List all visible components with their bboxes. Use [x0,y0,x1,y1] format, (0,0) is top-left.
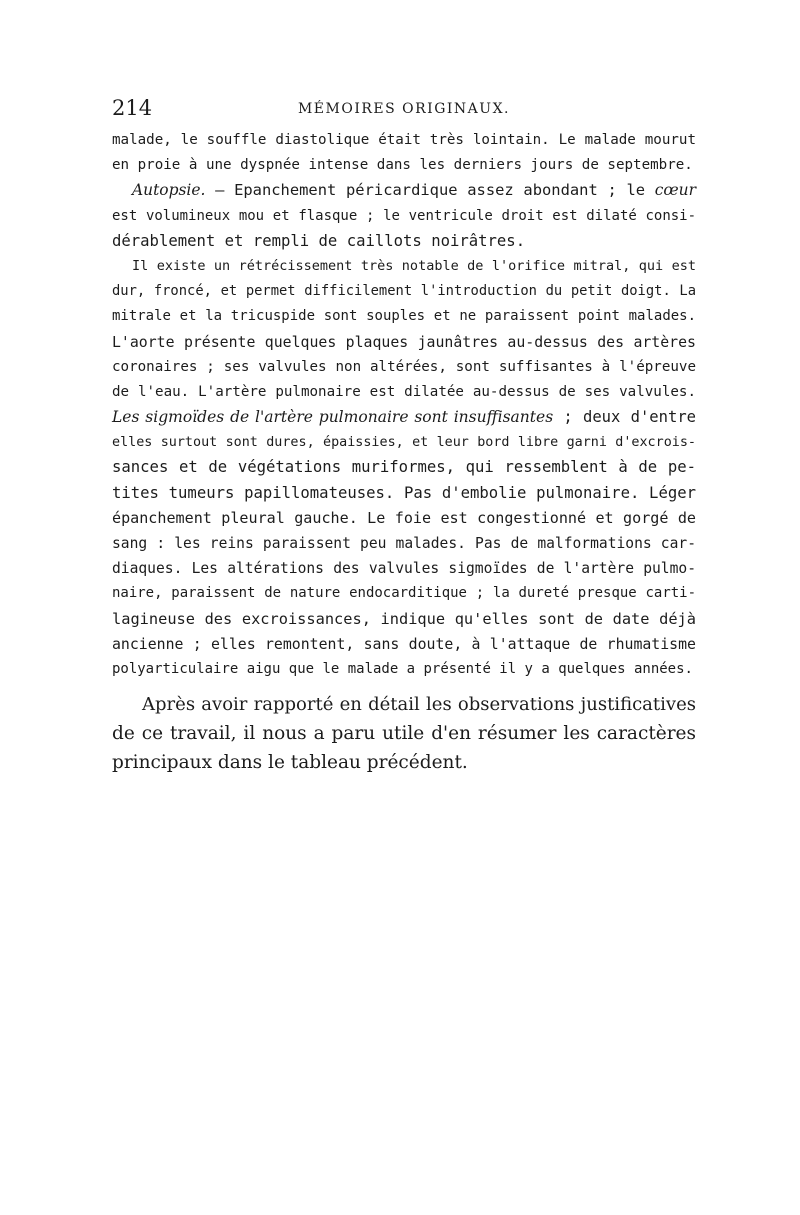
running-head [112,96,696,120]
text-line: sances et de végétations muriformes, qui ressemblent à de pe- [112,458,696,477]
text-line: naire, paraissent de nature endocarditique ; la dureté presque carti- [112,585,696,602]
text-line: ancienne ; elles remontent, sans doute, à l'attaque de rhumatisme [112,634,696,653]
text-line: sang : les reins paraissent peu malades. Pas de malformations car- [112,535,696,552]
text-line: elles surtout sont dures, épaissies, et leur bord libre garni d'excrois- [112,435,696,451]
text-line: Les sigmoïdes de l'artère pulmonaire sont insuffisantes ; deux d'entre [112,408,696,427]
page-number: 214 [112,96,153,120]
text-line: mitrale et la tricuspide sont souples et ne paraissent point malades. [112,308,696,325]
text-line: Il existe un rétrécissement très notable de l'orifice mitral, qui est [132,257,696,274]
conclusion-paragraph [112,690,696,777]
text-line: de l'eau. L'artère pulmonaire est dilatée au-dessus de ses valvules. [112,383,696,400]
text-line: est volumineux mou et flasque ; le ventricule droit est dilaté consi- [112,207,696,224]
text-line: L'aorte présente quelques plaques jaunâtres au-dessus des artères [112,332,696,351]
observation-text [112,128,696,682]
text-line: en proie à une dyspnée intense dans les derniers jours de septembre. [112,157,693,174]
text-line: de ce travail, il nous a paru utile d'en résumer les caractères [112,723,696,744]
text-line: polyarticulaire aigu que le malade a présenté il y a quelques années. [112,660,693,677]
text-line: dérablement et rempli de caillots noirâtres. [112,231,526,250]
text-line: épanchement pleural gauche. Le foie est congestionné et gorgé de [112,508,696,527]
text-line: diaques. Les altérations des valvules sigmoïdes de l'artère pulmo- [112,560,696,578]
text-line: coronaires ; ses valvules non altérées, sont suffisantes à l'épreuve [112,358,696,375]
text-line: dur, froncé, et permet difficilement l'introduction du petit doigt. La [112,283,696,300]
text-line: lagineuse des excroissances, indique qu'elles sont de date déjà [112,609,696,628]
text-line: Autopsie. — Epanchement péricardique assez abondant ; le cœur [132,181,696,200]
text-line: malade, le souffle diastolique était très lointain. Le malade mourut [112,132,696,148]
text-line: principaux dans le tableau précédent. [112,752,468,773]
text-line: Après avoir rapporté en détail les observations justificatives [142,694,696,715]
autopsy-heading: Autopsie. [132,181,206,200]
running-title: MÉMOIRES ORIGINAUX. [297,101,511,117]
text-line: tites tumeurs papillomateuses. Pas d'embolie pulmonaire. Léger [112,483,696,502]
